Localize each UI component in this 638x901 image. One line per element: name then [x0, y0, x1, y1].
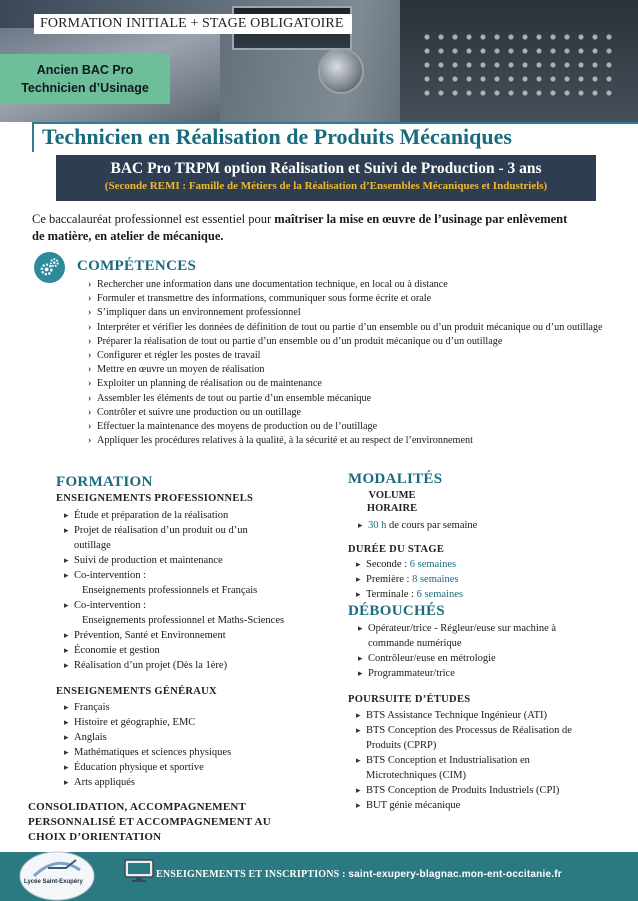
pro-teaching-list [64, 508, 324, 673]
list-item: › Exploiter un planning de réalisation ou de maintenance [88, 377, 608, 391]
list-item: ▸ Prévention, Santé et Environnement [64, 628, 324, 643]
formation-type-label: FORMATION INITIALE + STAGE OBLIGATOIRE [34, 14, 352, 34]
list-item: ▸ Étude et préparation de la réalisation [64, 508, 324, 523]
list-item: ▸ Projet de réalisation d’un produit ou d’un [64, 523, 324, 538]
list-item: ▸ Suivi de production et maintenance [64, 553, 324, 568]
list-item-continuation: outillage [74, 540, 111, 551]
formation-title: FORMATION [56, 474, 153, 490]
stage-label: Seconde : [366, 559, 410, 570]
stage-label: Première : [366, 574, 413, 585]
pro-teaching-title: ENSEIGNEMENTS PROFESSIONNELS [56, 493, 254, 504]
stage-item [356, 587, 606, 602]
list-item: ▸ Français [64, 700, 324, 715]
list-item: › Contrôler et suivre une production ou un outillage [88, 406, 608, 420]
list-item: ▸ Opérateur/trice - Régleur/euse sur machine à [358, 621, 608, 636]
list-item: › Effectuer la maintenance des moyens de production ou de l’outillage [88, 420, 608, 434]
list-item: ▸ Contrôleur/euse en métrologie [358, 651, 608, 666]
gears-icon [34, 252, 65, 283]
list-item: ▸ Co-intervention : [64, 598, 324, 613]
former-name-badge [0, 54, 170, 104]
former-name-line2: Technicien d’Usinage [21, 81, 149, 95]
monitor-icon [124, 859, 154, 883]
list-item: ▸ Arts appliqués [64, 775, 324, 790]
school-logo [18, 846, 96, 901]
intro-plain: Ce baccalauréat professionnel est essentiel pour [32, 212, 275, 226]
list-item: ▸ BTS Conception de Produits Industriels (CPI) [356, 783, 616, 798]
footer-label: ENSEIGNEMENTS ET INSCRIPTIONS : [156, 869, 349, 880]
diploma-title: BAC Pro TRPM option Réalisation et Suivi de Production - 3 ans [110, 160, 542, 177]
debouches-title: DÉBOUCHÉS [348, 603, 445, 619]
list-item: › Mettre en œuvre un moyen de réalisation [88, 363, 608, 377]
further-studies-title: POURSUITE D’ÉTUDES [348, 694, 471, 705]
list-item: ▸ BTS Assistance Technique Ingénieur (ATI) [356, 708, 616, 723]
footer-url-link[interactable]: saint-exupery-blagnac.mon-ent-occitanie.fr [348, 869, 562, 880]
stage-label: Terminale : [366, 589, 417, 600]
list-item: › Préparer la réalisation de tout ou partie d’un ensemble ou d’un produit mécanique ou d’un outillage [88, 335, 608, 349]
list-item: › Appliquer les procédures relatives à la qualité, à la sécurité et au respect de l’environnement [88, 434, 608, 448]
consolidation-note: CONSOLIDATION, ACCOMPAGNEMENT PERSONNALISÉ ET ACCOMPAGNEMENT AU CHOIX D’ORIENTATION [28, 801, 271, 843]
page-title: Technicien en Réalisation de Produits Mécaniques [42, 124, 512, 149]
list-item: › Rechercher une information dans une documentation technique, en local ou à distance [88, 278, 608, 292]
list-item-detail: Enseignements professionnels et Français [82, 585, 258, 596]
general-teaching-title: ENSEIGNEMENTS GÉNÉRAUX [56, 686, 217, 697]
list-item: ▸ Co-intervention : [64, 568, 324, 583]
volume-label-line2: HORAIRE [366, 503, 418, 514]
intro-paragraph [32, 211, 572, 245]
general-teaching-list [64, 700, 324, 790]
diploma-banner [56, 155, 596, 201]
list-item: ▸ Programmateur/trice [358, 666, 608, 681]
volume-label-line1: VOLUME [368, 490, 416, 501]
stage-item [356, 572, 606, 587]
list-item: ▸ Réalisation d’un projet (Dès la 1ère) [64, 658, 324, 673]
stage-value: 8 semaines [412, 574, 459, 585]
list-item: › S’impliquer dans un environnement professionnel [88, 306, 608, 320]
debouches-list [358, 621, 608, 681]
list-item-continuation: Produits (CPRP) [366, 740, 437, 751]
machine-buttons [420, 30, 620, 100]
list-item: ▸ Éducation physique et sportive [64, 760, 324, 775]
list-item: › Assembler les éléments de tout ou partie d’un ensemble mécanique [88, 392, 608, 406]
competences-title: COMPÉTENCES [77, 258, 197, 274]
machine-knob [318, 48, 364, 94]
list-item-continuation: Microtechniques (CIM) [366, 770, 467, 781]
hours-value: 30 h [368, 520, 387, 531]
list-item: ▸ BTS Conception des Processus de Réalisation de [356, 723, 616, 738]
stage-value: 6 semaines [409, 559, 457, 570]
hours-item [358, 518, 608, 533]
intro-bold: maîtriser la mise en œuvre de l’usinage par enlèvement de matière, en atelier de mécanique. [32, 212, 568, 243]
hours-text: de cours par semaine [386, 520, 478, 531]
former-name-line1: Ancien BAC Pro [36, 63, 134, 77]
list-item: ▸ BTS Conception et Industrialisation en [356, 753, 616, 768]
stage-item [356, 557, 606, 572]
list-item: ▸ BUT génie mécanique [356, 798, 616, 813]
list-item: ▸ Anglais [64, 730, 324, 745]
list-item-detail: Enseignements professionnel et Maths-Sciences [82, 615, 285, 626]
competences-list [88, 278, 608, 448]
list-item: ▸ Mathématiques et sciences physiques [64, 745, 324, 760]
diploma-subtitle: (Seconde REMI : Famille de Métiers de la Réalisation d’Ensembles Mécaniques et Industriels) [104, 180, 548, 192]
hours-list [358, 518, 608, 533]
list-item: › Configurer et régler les postes de travail [88, 349, 608, 363]
list-item: › Formuler et transmettre des informations, communiquer sous forme écrite et orale [88, 292, 608, 306]
footer-contact [156, 869, 562, 880]
school-logo-text: Lycée Saint-Exupéry [24, 879, 83, 885]
stage-duration-title: DURÉE DU STAGE [348, 544, 445, 555]
list-item: ▸ Histoire et géographie, EMC [64, 715, 324, 730]
list-item: › Interpréter et vérifier les données de définition de tout ou partie d’un ensemble ou d’un produit mécanique ou d’un outillage [88, 321, 608, 335]
stage-duration-list [356, 557, 606, 602]
further-studies-list [356, 708, 616, 813]
list-item-continuation: commande numérique [368, 638, 462, 649]
stage-value: 6 semaines [416, 589, 463, 600]
list-item: ▸ Économie et gestion [64, 643, 324, 658]
modalites-title: MODALITÉS [348, 471, 443, 487]
